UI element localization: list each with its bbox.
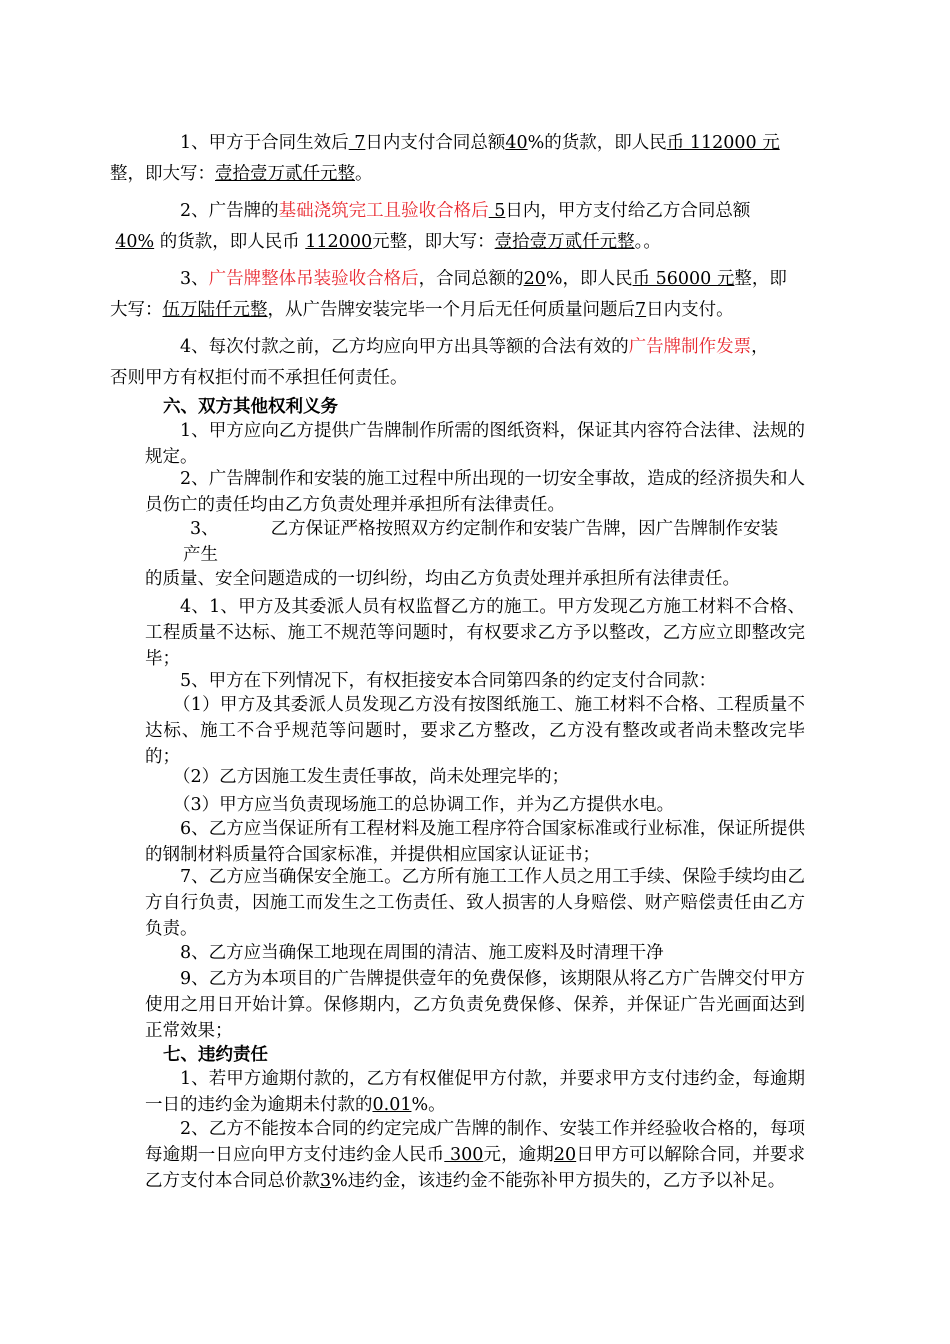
text: 2、广告牌的 [180,201,279,221]
text: 1、甲方于合同生效后 [180,133,349,153]
amount-words: 壹拾壹万贰仟元整 [494,232,635,252]
section-6-heading: 六、双方其他权利义务 [163,397,338,417]
days-value: 7 [635,300,647,320]
text: ，从广告牌安装完毕一个月后无任何质量问题后 [267,300,635,320]
text: %。 [411,1095,446,1115]
text: 日甲方可以解除合同，并要求乙方支付本合同总价款 [145,1145,806,1191]
amount-value: 112000 [305,232,373,252]
section-6-item-6: 6、乙方应当保证所有工程材料及施工程序符合国家标准或行业标准，保证所提供的钢制材料质量符合国家标准，并提供相应国家认证证书； [145,819,805,865]
days-value: 20 [553,1145,577,1165]
text: 整，即大写： [110,164,215,184]
section-7-heading: 七、违约责任 [163,1045,268,1065]
section-6-item-5-1: （1）甲方及其委派人员发现乙方没有按图纸施工、施工材料不合格、工程质量不达标、施工不合乎规范等问题时，要求乙方整改，乙方没有整改或者尚未整改完毕的； [145,695,805,767]
text: %的货款，即人民 [527,133,667,153]
days-value: 5 [488,201,506,221]
section-6-item-1: 1、甲方应向乙方提供广告牌制作所需的图纸资料，保证其内容符合法律、法规的规定。 [145,421,805,467]
payment-clause-2 [115,196,805,258]
text: 日内支付。 [646,300,734,320]
text: 整，即 [734,269,787,289]
text: 元整，即大写： [372,232,495,252]
payment-clause-1 [110,128,805,190]
amount-value: 币 56000 元 [632,269,735,289]
percent-value: 20 [523,269,546,289]
text: 3、 [190,519,219,539]
percent-value: 3 [320,1171,332,1191]
text: 否则甲方有权拒付而不承担任何责任。 [110,368,408,388]
text: 产生 [183,545,218,565]
amount-value: 300 [444,1145,484,1165]
section-6-item-5-3: （3）甲方应当负责现场施工的总协调工作，并为乙方提供水电。 [173,795,675,815]
section-6-item-7: 7、乙方应当确保安全施工。乙方所有施工工作人员之用工手续、保险手续均由乙方自行负责，因施工而发生之工伤责任、致人损害的人身赔偿、财产赔偿责任由乙方负责。 [145,867,805,939]
text: 。 [355,164,373,184]
percent-value: 40% [115,232,155,252]
text: 乙方保证严格按照双方约定制作和安装广告牌，因广告牌制作安装 [270,519,779,539]
payment-clause-3 [110,264,805,326]
highlight-text: 基础浇筑完工且验收合格后 [278,201,489,221]
text: 日内支付合同总额 [365,133,506,153]
days-value: 7 [348,133,366,153]
section-6-item-4: 4、1、甲方及其委派人员有权监督乙方的施工。甲方发现乙方施工材料不合格、工程质量不达标、施工不规范等问题时，有权要求乙方予以整改，乙方应立即整改完毕； [145,597,805,669]
highlight-text: 广告牌整体吊装验收合格后 [208,269,419,289]
section-6-item-3 [145,516,805,568]
text: ，合同总额的 [418,269,524,289]
percent-value: 40 [505,133,528,153]
section-6-item-3-cont: 的质量、安全问题造成的一切纠纷，均由乙方负责处理并承担所有法律责任。 [145,569,740,589]
amount-words: 伍万陆仟元整 [162,300,268,320]
section-6-item-5-2: （2）乙方因施工发生责任事故，尚未处理完毕的； [173,767,570,787]
text: 日内，甲方支付给乙方合同总额 [505,201,751,221]
text: %，即人民 [545,269,633,289]
section-7-item-1 [145,1066,805,1118]
section-7-item-2 [145,1116,805,1194]
amount-words: 壹拾壹万贰仟元整 [215,164,355,184]
amount-value: 币 112000 元 [666,133,780,153]
text: 1、若甲方逾期付款的，乙方有权催促甲方付款，并要求甲方支付违约金，每逾期一日的违约金为逾期未付款的 [145,1069,805,1115]
text: 4、每次付款之前，乙方均应向甲方出具等额的合法有效的 [180,337,629,357]
highlight-text: 广告牌制作发票 [628,337,752,357]
section-6-item-2: 2、广告牌制作和安装的施工过程中所出现的一切安全事故，造成的经济损失和人员伤亡的责任均由乙方负责处理并承担所有法律责任。 [145,469,805,515]
text: 3、 [180,269,209,289]
text: 2、乙方不能按本合同的约定完成广告牌的制作、安装工作并经验收合格的，每项每逾期一日应向甲方支付违约金人民币 [145,1119,805,1165]
rate-value: 0.01 [372,1095,412,1115]
text: 的货款，即人民币 [154,232,306,252]
text: %违约金，该违约金不能弥补甲方损失的，乙方予以补足。 [331,1171,786,1191]
text: 大写： [110,300,163,320]
text: 。。 [634,232,661,252]
text: 元，逾期 [483,1145,554,1165]
section-6-item-5: 5、甲方在下列情况下，有权拒接安本合同第四条的约定支付合同款： [180,671,717,691]
payment-clause-4 [110,332,805,394]
section-6-item-8: 8、乙方应当确保工地现在周围的清洁、施工废料及时清理干净 [180,943,664,963]
section-6-item-9: 9、乙方为本项目的广告牌提供壹年的免费保修，该期限从将乙方广告牌交付甲方使用之用日开始计算。保修期内，乙方负责免费保修、保养，并保证广告光画面达到正常效果； [145,969,805,1041]
text: ， [751,337,769,357]
